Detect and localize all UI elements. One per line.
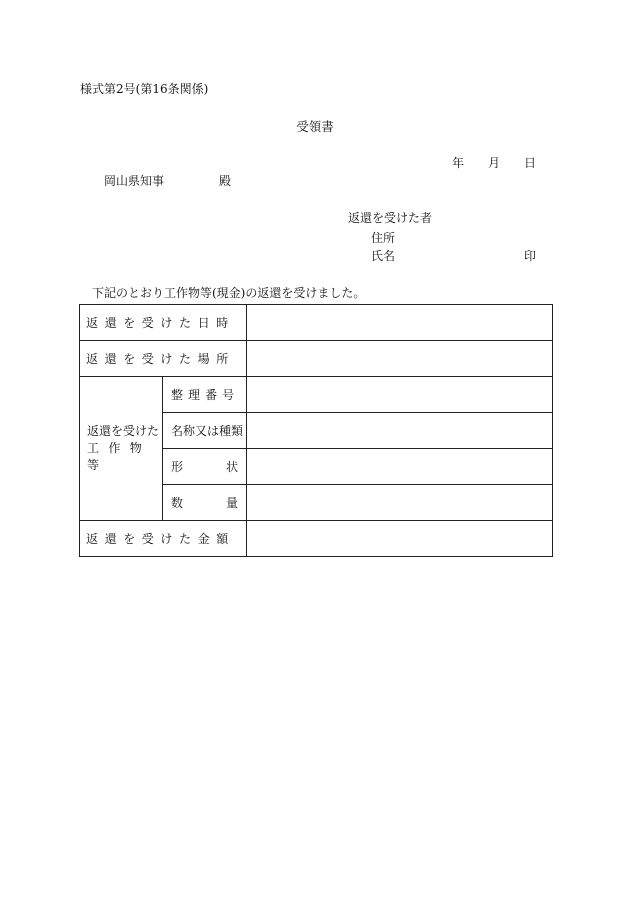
document-title: 受領書 — [296, 119, 334, 134]
name-or-type-label: 名称又は種類 — [163, 413, 247, 449]
returned-datetime-label: 返還を受けた日時 — [80, 305, 247, 341]
returned-amount-value[interactable] — [247, 521, 553, 557]
table-row — [80, 521, 553, 557]
shape-label — [163, 449, 247, 485]
quantity-label — [163, 485, 247, 521]
quantity-label-char2: 量 — [225, 496, 238, 510]
date-year-label: 年 — [452, 156, 465, 170]
date-month-label: 月 — [488, 156, 501, 170]
receipt-table — [79, 304, 553, 557]
quantity-label-char1: 数 — [171, 496, 184, 510]
returned-place-label: 返還を受けた場所 — [80, 341, 247, 377]
returnee-heading: 返還を受けた者 — [348, 211, 433, 225]
honorific: 殿 — [219, 174, 232, 188]
returned-items-group-label — [80, 377, 163, 521]
returned-datetime-value[interactable] — [247, 305, 553, 341]
table-row — [80, 377, 553, 413]
returned-amount-label: 返還を受けた金額 — [80, 521, 247, 557]
returned-place-value[interactable] — [247, 341, 553, 377]
name-or-type-value[interactable] — [247, 413, 553, 449]
address-label: 住所 — [371, 231, 396, 245]
reference-no-label: 整理番号 — [163, 377, 247, 413]
quantity-value[interactable] — [247, 485, 553, 521]
table-row — [80, 305, 553, 341]
intro-statement: 下記のとおり工作物等(現金)の返還を受けました。 — [92, 286, 366, 300]
date-day-label: 日 — [524, 156, 537, 170]
shape-value[interactable] — [247, 449, 553, 485]
reference-no-value[interactable] — [247, 377, 553, 413]
group-label-line2: 工作物等 — [87, 441, 152, 472]
table-row — [80, 341, 553, 377]
name-label: 氏名 — [371, 249, 396, 263]
group-label-line1: 返還を受けた — [87, 424, 160, 438]
shape-label-char2: 状 — [225, 460, 238, 474]
addressee: 岡山県知事 — [104, 174, 165, 188]
form-number: 様式第2号(第16条関係) — [80, 82, 209, 96]
seal-mark: 印 — [524, 249, 537, 263]
shape-label-char1: 形 — [171, 460, 184, 474]
